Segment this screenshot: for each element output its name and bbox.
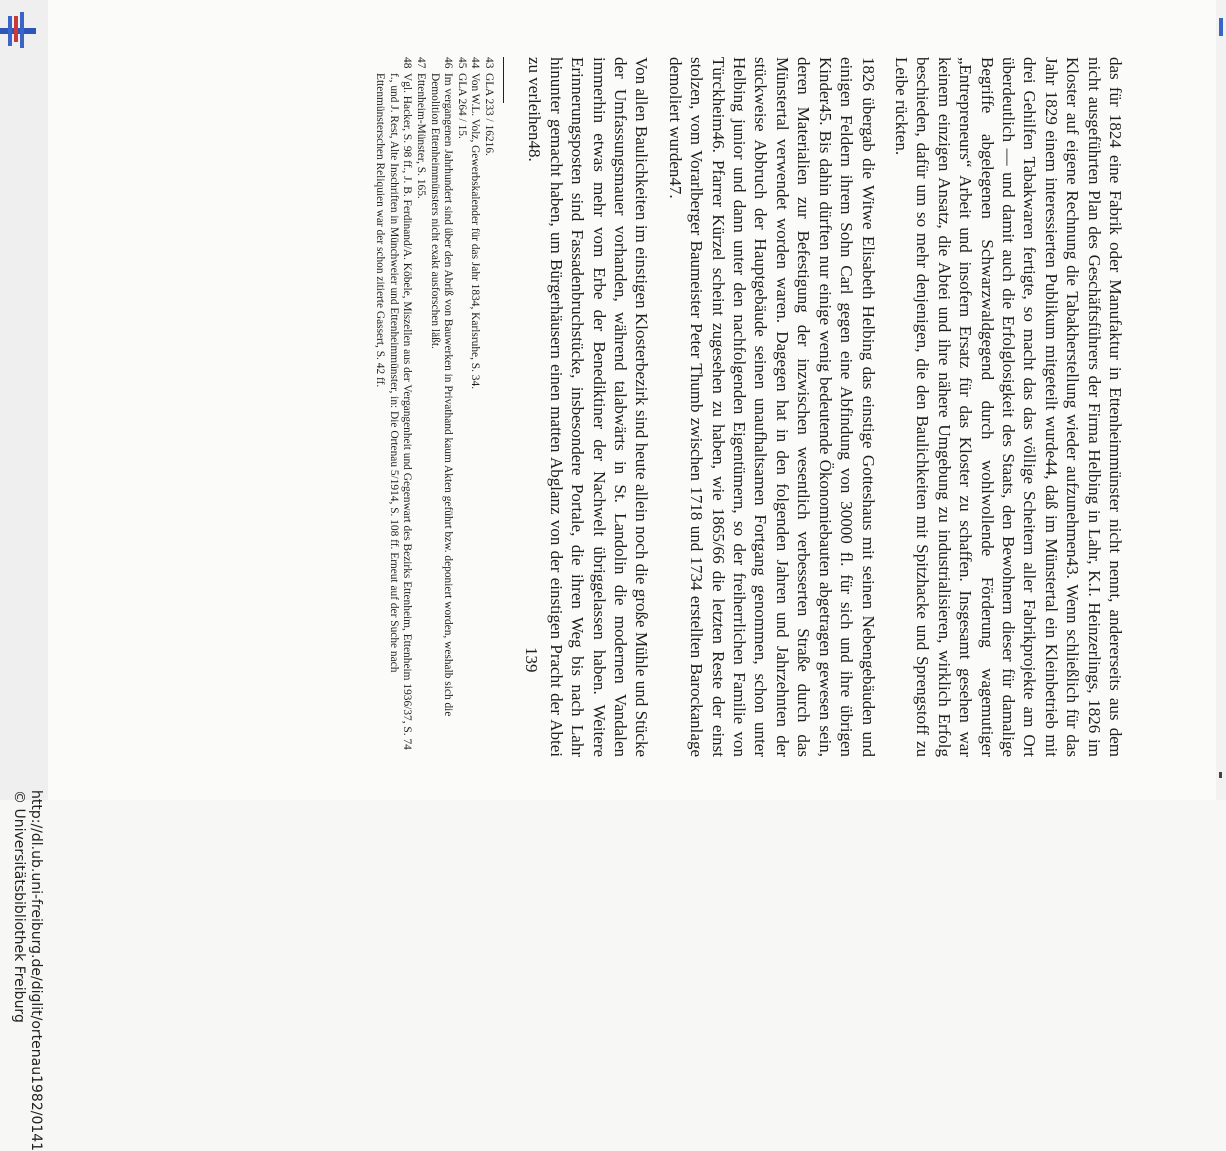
footnote-number: 43	[483, 57, 496, 69]
footnote-text: GLA 233 / 16216.	[483, 73, 496, 156]
paragraph: das für 1824 eine Fabrik oder Manufaktur in Ettenheimmünster nicht nennt, andererseits aus dem nicht ausgeführten Plan des Geschäftsführers der Firma Helbing in Lahr, K.I. Heinzerlings, 1826 im Kloster auf eigene Rechnung die Tabakherstellung wieder aufzunehmen43. Wenn schließlich für das Jahr 1829 einem interessierten Publikum mitgeteilt wurde44, daß im Münstertal ein Kleinbetrieb mit drei Gehilfen Tabakwaren fertigte, so macht das das völlige Scheitern aller Fabrikprojekte am Ort überdeutlich — und damit auch die Erfolglosigkeit des Staats, den Bewohnern dieser für damalige Begriffe abgelegenen Schwarzwaldgegend durch wohlwollende Förderung wagemutiger „Entrepreneurs“ Arbeit und insofern Ersatz für das Kloster zu schaffen. Insgesamt gesehen war keinem einzigen Ansatz, die Abtei und ihre nähere Umgebung zu industrialisieren, wirklich Erfolg beschieden, dafür um so mehr denjenigen, die den Baulichkeiten mit Spitzhacke und Sprengstoff zu Leibe rückten.	[891, 57, 1125, 757]
paragraph: Von allen Baulichkeiten im einstigen Klosterbezirk sind heute allein noch die große Mühle und Stücke der Umfassungsmauer vorhanden, während talabwärts in St. Landolin die modernen Vandalen immerhin etwas mehr vom Erbe der Benediktiner der Nachwelt übriggelassen haben. Weitere Erinnerungsposten sind Fassadenbruchstücke, insbesondere Portale, die ihren Weg bis nach Lahr hinunter gemacht haben, um Bürgerhäusern einen matten Abglanz von der einstigen Pracht der Abtei zu verleihen48.	[525, 57, 652, 757]
footnote-text: Vgl. Hacker, S. 98 ff., J. B. Ferdinand/A. Köbele, Miszellen aus der Vergangenheit und Gegenwart des Bezirks Ettenheim, Ettenheim 1936/37, S. 74 f., und J. Rest, Alte Inschriften in Münchweier und Ettenheimmünster, in: Die Ortenau 5/1914, S. 108 ff. Erneut auf der Suche nach Ettenmünsterschen Reliquien war der schon zitierte Gassert, S. 42 ff.	[374, 73, 414, 750]
color-calibration-mark	[14, 16, 18, 42]
footnote-text: GLA 264 / 15.	[455, 73, 468, 139]
color-calibration-mark	[1219, 18, 1223, 36]
footnote-text: Von W.L. Volz, Gewerbskalender für das Jahr 1834, Karlsruhe, S. 34.	[469, 73, 482, 390]
footnote	[481, 57, 495, 757]
footnote-text: Ettenheim-Münster, S. 165.	[415, 73, 428, 199]
color-calibration-mark	[0, 28, 36, 34]
footnote-number: 45	[455, 57, 468, 69]
source-url-watermark: http://dl.ub.uni-freiburg.de/diglit/ortenau1982/0141	[28, 790, 44, 1151]
footnote-separator	[503, 57, 504, 103]
footnote-number: 46	[442, 57, 455, 69]
page-number: 139	[522, 647, 541, 673]
color-calibration-mark	[8, 16, 12, 46]
footnote-number: 48	[401, 57, 414, 69]
footnote	[454, 57, 468, 757]
paragraph: 1826 übergab die Witwe Elisabeth Helbing das einstige Gotteshaus mit seinen Nebengebäuden und einigen Feldern ihrem Sohn Carl gegen eine Abfindung von 30000 fl. für sich und ihre übrigen Kinder45. Bis dahin dürften nur einige wenig bedeutende Ökonomiebauten abgetragen gewesen sein, deren Materialien zur Befestigung der inzwischen wesentlich verbesserten Straße durch das Münstertal verwendet worden waren. Dagegen hat in den folgenden Jahren und Jahrzehnten der stückweise Abbruch der Hauptgebäude seinen unaufhaltsamen Fortgang genommen, schon unter Helbing junior und dann unter den nachfolgenden Eigentümern, so der freiherrlichen Familie von Türckheim46. Pfarrer Kürzel scheint zugesehen zu haben, wie 1865/66 die letzten Reste der einst stolzen, vom Vorarlberger Baumeister Peter Thumb zwischen 1718 und 1734 erstellten Barockanlage demoliert wurden47.	[665, 57, 878, 757]
footnote	[373, 57, 414, 757]
scan-artifact	[1219, 772, 1222, 778]
scan-left-margin	[0, 0, 48, 800]
document-content	[373, 57, 1126, 757]
footnote	[413, 57, 427, 757]
footnotes	[373, 57, 495, 757]
footnote	[427, 57, 454, 757]
footnote-number: 44	[469, 57, 482, 69]
footnote	[468, 57, 482, 757]
footnote-number: 47	[415, 57, 428, 69]
scan-right-margin	[1216, 0, 1226, 800]
copyright-watermark: © Universitätsbibliothek Freiburg	[11, 790, 27, 1023]
color-calibration-mark	[20, 12, 24, 48]
footnote-text: Im vergangenen Jahrhundert sind über den Abriß von Bauwerken in Privathand kaum Akten geführt bzw. deponiert worden, weshalb sich die Demolition Ettenheimmünsters nicht exakt ausforschen läßt.	[428, 73, 455, 717]
body-text	[524, 57, 1126, 757]
